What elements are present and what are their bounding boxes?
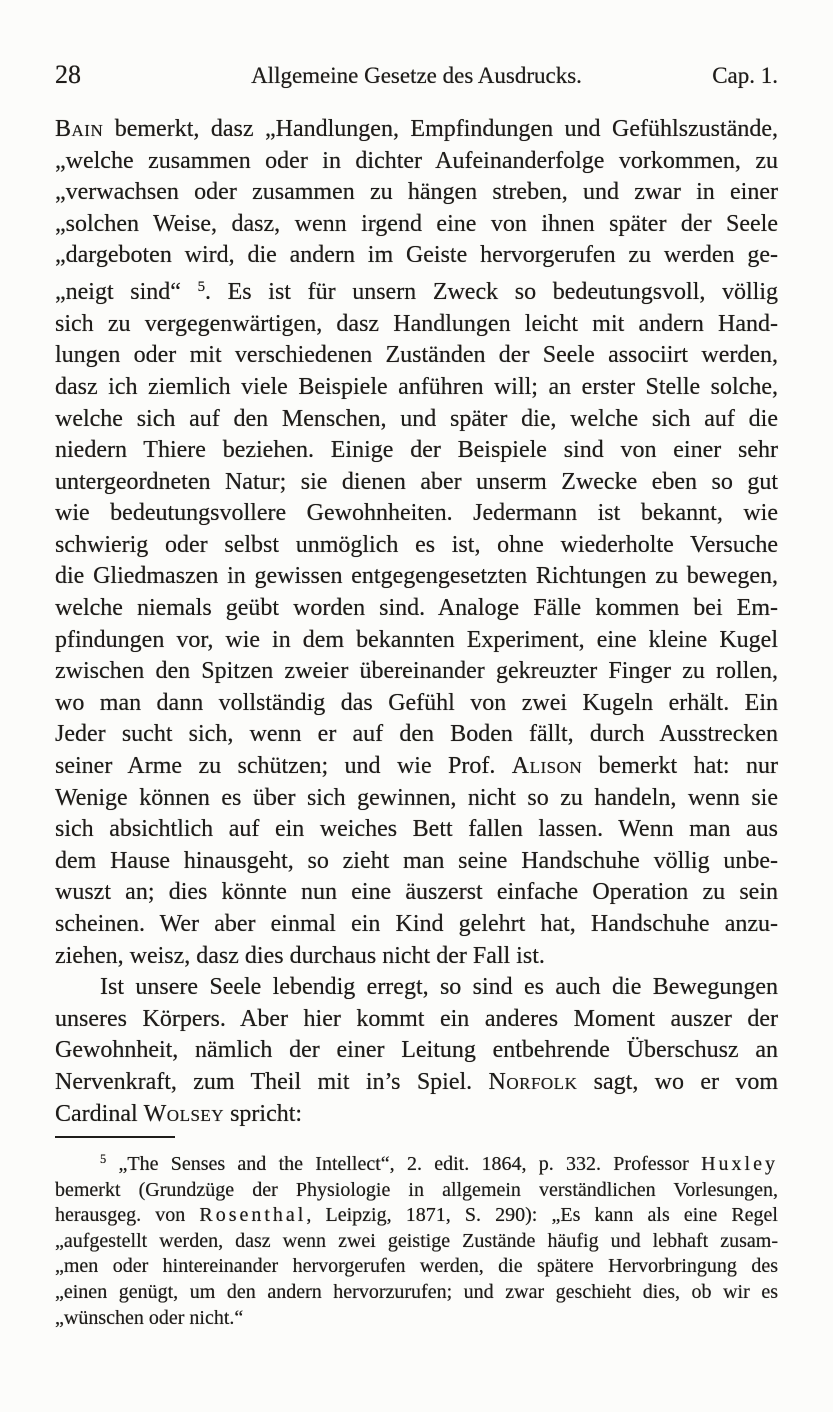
- body-text: [55, 114, 778, 1130]
- body-line: Nervenkraft, zum Theil mit in’s Spiel. Norfolk sagt, wo er vom: [55, 1068, 778, 1095]
- footnote-line: bemerkt (Grundzüge der Physiologie in allgemein verständlichen Vorlesungen,: [55, 1178, 778, 1201]
- footnote-line: „einen genügt, um den andern hervorzurufen; und zwar geschieht dies, ob wir es: [55, 1280, 778, 1303]
- footnote-line: $^5$ „The Senses and the Intellect“, 2. edit. 1864, p. 332. Professor Huxley: [100, 1152, 778, 1175]
- paragraph-1: [55, 114, 778, 972]
- footnote-line: herausgeg. von Rosenthal, Leipzig, 1871, S. 290): „Es kann als eine Regel: [55, 1204, 778, 1227]
- body-line: wie bedeutungsvollere Gewohnheiten. Jedermann ist bekannt, wie: [55, 500, 778, 527]
- footnote-separator: [55, 1136, 175, 1138]
- body-line: niedern Thiere beziehen. Einige der Beispiele sind von einer sehr: [55, 437, 778, 464]
- page-header: [55, 60, 778, 90]
- body-line: dasz ich ziemlich viele Beispiele anführen will; an erster Stelle solche,: [55, 373, 778, 400]
- body-line: Ist unsere Seele lebendig erregt, so sind es auch die Bewegungen: [100, 974, 778, 1001]
- paragraph-2: [55, 972, 778, 1130]
- running-title: Allgemeine Gesetze des Ausdrucks.: [251, 63, 582, 88]
- page-number: 28: [55, 60, 81, 89]
- footnote-line: „wünschen oder nicht.“: [55, 1306, 244, 1329]
- body-line: Bain bemerkt, dasz „Handlungen, Empfindungen und Gefühlszustände,: [55, 116, 778, 142]
- body-line: Jeder sucht sich, wenn er auf den Boden fällt, durch Ausstrecken: [55, 721, 778, 748]
- body-line: „solchen Weise, dasz, wenn irgend eine von ihnen später der Seele: [55, 210, 778, 237]
- body-line: Wenige können es über sich gewinnen, nicht so zu handeln, wenn sie: [55, 784, 778, 811]
- body-line: pfindungen vor, wie in dem bekannten Experiment, eine kleine Kugel: [55, 626, 778, 653]
- body-line: „dargeboten wird, die andern im Geiste hervorgerufen zu werden ge-: [55, 242, 778, 269]
- footnote-line: „aufgestellt werden, dasz wenn zwei geistige Zustände häufig und lebhaft zusam-: [55, 1229, 778, 1252]
- body-line: ziehen, weisz, dasz dies durchaus nicht der Fall ist.: [55, 942, 545, 969]
- body-line: Cardinal Wolsey spricht:: [55, 1100, 303, 1127]
- body-line: wuszt an; dies könnte nun eine äuszerst einfache Operation zu sein: [55, 879, 778, 906]
- body-line: Gewohnheit, nämlich der einer Leitung entbehrende Überschusz an: [55, 1037, 778, 1064]
- body-line: lungen oder mit verschiedenen Zuständen der Seele associirt werden,: [55, 342, 778, 369]
- footnote-line: „men oder hintereinander hervorgerufen werden, die spätere Hervorbringung des: [55, 1255, 778, 1278]
- body-line: schwierig oder selbst unmöglich es ist, ohne wiederholte Versuche: [55, 531, 778, 558]
- body-line: „welche zusammen oder in dichter Aufeinanderfolge vorkommen, zu: [55, 147, 778, 174]
- body-line: sich absichtlich auf ein weiches Bett fallen lassen. Wenn man aus: [55, 816, 778, 843]
- footnote: [55, 1147, 778, 1331]
- body-line: welche sich auf den Menschen, und später die, welche sich auf die: [55, 405, 778, 432]
- body-line: welche niemals geübt worden sind. Analoge Fälle kommen bei Em-: [55, 595, 778, 622]
- body-line: scheinen. Wer aber einmal ein Kind gelehrt hat, Handschuhe anzu-: [55, 911, 778, 938]
- body-line: wo man dann vollständig das Gefühl von zwei Kugeln erhält. Ein: [55, 689, 778, 716]
- body-line: die Gliedmaszen in gewissen entgegengesetzten Richtungen zu bewegen,: [55, 563, 778, 590]
- body-line: sich zu vergegenwärtigen, dasz Handlungen leicht mit andern Hand-: [55, 310, 778, 337]
- body-line: zwischen den Spitzen zweier übereinander gekreuzter Finger zu rollen,: [55, 658, 778, 685]
- body-line: unseres Körpers. Aber hier kommt ein anderes Moment auszer der: [55, 1005, 778, 1032]
- body-line: „verwachsen oder zusammen zu hängen streben, und zwar in einer: [55, 179, 778, 206]
- body-line: „neigt sind“ $^5$. Es ist für unsern Zweck so bedeutungsvoll, völlig: [55, 278, 778, 306]
- chapter-label: Cap. 1.: [712, 63, 778, 88]
- body-line: dem Hause hinausgeht, so zieht man seine Handschuhe völlig unbe-: [55, 847, 778, 874]
- body-line: untergeordneten Natur; sie dienen aber unserm Zwecke eben so gut: [55, 468, 778, 495]
- body-line: seiner Arme zu schützen; und wie Prof. Alison bemerkt hat: nur: [55, 753, 778, 780]
